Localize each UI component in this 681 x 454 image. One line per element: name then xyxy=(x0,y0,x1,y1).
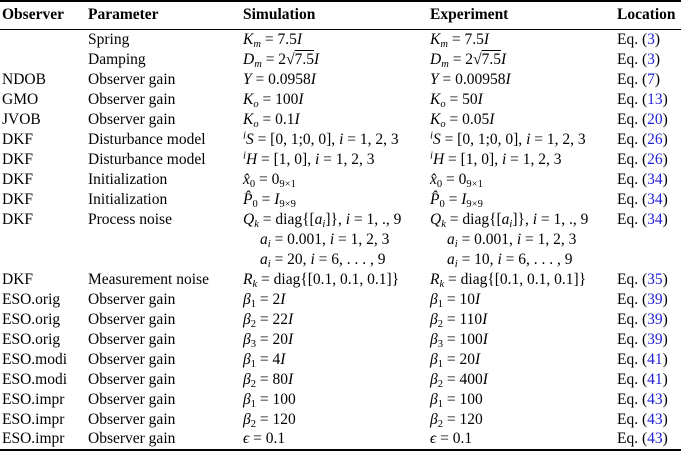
parameter-cell xyxy=(88,250,243,270)
location-suffix: ) xyxy=(654,30,661,48)
location-cell xyxy=(617,250,681,270)
equation-link[interactable]: 34 xyxy=(647,170,663,188)
sqrt-radical: √7.5 xyxy=(286,50,314,68)
col-header-experiment: Experiment xyxy=(430,1,617,30)
location-cell xyxy=(617,50,681,70)
location-cell xyxy=(617,310,681,330)
experiment-cell: $\beta_1 = 10I$ xyxy=(430,290,481,310)
location-cell xyxy=(617,330,681,350)
simulation-cell: $^i$S = [0, 1;0, 0], i = 1, 2, 3 xyxy=(243,130,399,148)
observer-cell: ESO.impr xyxy=(2,390,65,408)
observer-cell: DKF xyxy=(2,150,34,168)
observer-cell: GMO xyxy=(2,90,39,108)
simulation-cell: $x̂_0 = 0_{9\times 1}$ xyxy=(243,170,296,190)
table-row xyxy=(0,130,681,150)
simulation-cell: $K_o = 100I$ xyxy=(243,90,304,110)
observer-cell: ESO.orig xyxy=(2,290,61,308)
location-cell xyxy=(617,90,681,110)
location-suffix: ) xyxy=(654,70,661,88)
sqrt-radical: √7.5 xyxy=(473,50,501,68)
simulation-cell: $\beta_2 = 120$ xyxy=(243,410,296,430)
experiment-cell: $K_m = 7.5I$ xyxy=(430,30,489,50)
table-row xyxy=(0,230,681,250)
experiment-cell: $\beta_3 = 100I$ xyxy=(430,330,488,350)
simulation-cell: $R_k$ = diag{[0.1, 0.1, 0.1]} xyxy=(243,270,400,290)
experiment-cell: $K_o = 0.05I$ xyxy=(430,110,495,130)
equation-link[interactable]: 43 xyxy=(647,390,663,408)
parameter-cell: Observer gain xyxy=(88,110,176,128)
parameter-cell: Observer gain xyxy=(88,350,176,368)
experiment-cell: $x̂_0 = 0_{9\times 1}$ xyxy=(430,170,483,190)
simulation-cell: $a_i = 0.001$, i = 1, 2, 3 xyxy=(260,230,390,250)
equation-link[interactable]: 13 xyxy=(647,90,663,108)
equation-link[interactable]: 39 xyxy=(647,330,663,348)
location-prefix: Eq. ( xyxy=(617,430,648,447)
location-cell xyxy=(617,210,681,230)
location-cell xyxy=(617,130,681,150)
location-suffix: ) xyxy=(662,430,668,447)
location-suffix: ) xyxy=(662,110,668,128)
table-row xyxy=(0,30,681,50)
observer-cell: NDOB xyxy=(2,70,46,88)
location-cell xyxy=(617,190,681,210)
experiment-cell: $\beta_1 = 100$ xyxy=(430,390,483,410)
simulation-cell: $K_o = 0.1I$ xyxy=(243,110,300,130)
location-prefix: Eq. ( xyxy=(617,150,648,168)
location-cell xyxy=(617,270,681,290)
parameter-cell: Observer gain xyxy=(88,410,176,428)
parameter-cell: Observer gain xyxy=(88,70,176,88)
experiment-cell: $a_i = 10$, i = 6, . . . , 9 xyxy=(447,250,573,270)
simulation-cell: $Q_k$ = $diag\{[a_i]\}$, i = 1, ., 9 xyxy=(243,210,402,230)
parameter-cell: Initialization xyxy=(88,190,168,208)
experiment-cell: $\beta_1 = 20I$ xyxy=(430,350,481,370)
location-cell xyxy=(617,70,681,90)
table-row xyxy=(0,210,681,230)
parameter-cell: Measurement noise xyxy=(88,270,209,288)
parameter-cell: Disturbance model xyxy=(88,130,206,148)
experiment-cell: $\beta_2 = 110I$ xyxy=(430,310,488,330)
simulation-cell: ϵ = 0.1 xyxy=(243,430,286,447)
observer-cell xyxy=(0,250,88,270)
equation-link[interactable]: 39 xyxy=(647,310,663,328)
location-prefix: Eq. ( xyxy=(617,370,648,388)
observer-cell: ESO.impr xyxy=(2,410,65,428)
parameter-cell: Disturbance model xyxy=(88,150,206,168)
table-row xyxy=(0,90,681,110)
observer-cell: ESO.orig xyxy=(2,310,61,328)
table-row xyxy=(0,250,681,270)
location-suffix: ) xyxy=(662,350,668,368)
experiment-cell: $^i$H = [1, 0], i = 1, 2, 3 xyxy=(430,150,562,168)
col-header-simulation: Simulation xyxy=(243,1,430,30)
experiment-cell: $D_m = 2√7.5I$ xyxy=(430,50,507,70)
parameter-cell: Damping xyxy=(88,50,146,68)
experiment-cell: $a_i = 0.001$, i = 1, 2, 3 xyxy=(447,230,577,250)
observer-cell: ESO.impr xyxy=(2,430,65,447)
observer-cell: DKF xyxy=(2,130,34,148)
location-prefix: Eq. ( xyxy=(617,270,648,288)
col-header-location: Location xyxy=(617,1,681,30)
location-cell xyxy=(617,390,681,410)
location-suffix: ) xyxy=(654,50,661,68)
observer-cell xyxy=(0,30,88,50)
location-suffix: ) xyxy=(662,330,668,348)
location-cell xyxy=(617,230,681,250)
location-suffix: ) xyxy=(662,170,668,188)
simulation-cell: $\beta_2 = 80I$ xyxy=(243,370,294,390)
table-row xyxy=(0,290,681,310)
simulation-cell: $K_m = 7.5I$ xyxy=(243,30,302,50)
experiment-cell: $Q_k$ = $diag\{[a_i]\}$, i = 1, ., 9 xyxy=(430,210,589,230)
observer-cell: ESO.orig xyxy=(2,330,61,348)
location-cell xyxy=(617,170,681,190)
simulation-cell: $D_m = 2√7.5I$ xyxy=(243,50,320,70)
simulation-cell: $a_i = 20$, i = 6, . . . , 9 xyxy=(260,250,386,270)
header-row xyxy=(0,1,681,30)
table-row xyxy=(0,390,681,410)
observer-cell: JVOB xyxy=(2,110,41,128)
location-suffix: ) xyxy=(662,270,668,288)
parameter-cell: Spring xyxy=(88,30,130,48)
col-header-parameter: Parameter xyxy=(88,1,243,30)
simulation-cell: $\beta_1 = 2I$ xyxy=(243,290,286,310)
simulation-cell: $\beta_1 = 100$ xyxy=(243,390,296,410)
table-row xyxy=(0,410,681,430)
location-cell xyxy=(617,370,681,390)
location-prefix: Eq. ( xyxy=(617,30,648,48)
simulation-cell: $\beta_2 = 22I$ xyxy=(243,310,294,330)
table-row xyxy=(0,170,681,190)
equation-link[interactable]: 39 xyxy=(647,290,663,308)
parameter-cell: Observer gain xyxy=(88,310,176,328)
location-cell xyxy=(617,150,681,170)
observer-cell: ESO.modi xyxy=(2,350,68,368)
observer-cell: DKF xyxy=(2,170,34,188)
location-suffix: ) xyxy=(662,290,668,308)
parameter-cell xyxy=(88,230,243,250)
equation-link[interactable]: 20 xyxy=(647,110,663,128)
location-prefix: Eq. ( xyxy=(617,290,648,308)
equation-link[interactable]: 7 xyxy=(647,70,655,88)
simulation-cell: $P̂_0 = I_{9\times 9}$ xyxy=(243,190,296,210)
table-row xyxy=(0,370,681,390)
location-cell xyxy=(617,30,681,50)
parameter-cell: Process noise xyxy=(88,210,172,228)
observer-cell: DKF xyxy=(2,270,34,288)
parameter-cell: Observer gain xyxy=(88,330,176,348)
location-prefix: Eq. ( xyxy=(617,310,648,328)
equation-link[interactable]: 3 xyxy=(647,50,655,68)
simulation-cell: $\beta_1 = 4I$ xyxy=(243,350,286,370)
table-row xyxy=(0,270,681,290)
equation-link[interactable]: 43 xyxy=(647,410,663,428)
equation-link[interactable]: 26 xyxy=(647,150,663,168)
simulation-cell: Y = 0.0958I xyxy=(243,70,316,88)
location-suffix: ) xyxy=(662,210,668,228)
experiment-cell: $\beta_2 = 400I$ xyxy=(430,370,488,390)
col-header-observer: Observer xyxy=(0,1,88,30)
location-suffix: ) xyxy=(662,410,668,428)
location-cell xyxy=(617,350,681,370)
equation-link[interactable]: 41 xyxy=(647,350,663,368)
equation-link[interactable]: 3 xyxy=(647,30,655,48)
equation-link[interactable]: 43 xyxy=(647,430,663,447)
table-row xyxy=(0,310,681,330)
observer-cell xyxy=(0,50,88,70)
location-prefix: Eq. ( xyxy=(617,210,648,228)
observer-cell: DKF xyxy=(2,190,34,208)
location-suffix: ) xyxy=(662,190,668,208)
table-row xyxy=(0,190,681,210)
simulation-cell: $\beta_3 = 20I$ xyxy=(243,330,294,350)
location-prefix: Eq. ( xyxy=(617,70,648,88)
parameter-cell: Initialization xyxy=(88,170,168,188)
experiment-cell: $R_k$ = diag{[0.1, 0.1, 0.1]} xyxy=(430,270,587,290)
experiment-cell: Y = 0.00958I xyxy=(430,70,511,88)
location-prefix: Eq. ( xyxy=(617,190,648,208)
parameter-cell: Observer gain xyxy=(88,430,176,447)
location-suffix: ) xyxy=(662,150,668,168)
experiment-cell: ϵ = 0.1 xyxy=(430,430,473,447)
simulation-cell: $^i$H = [1, 0], i = 1, 2, 3 xyxy=(243,150,375,168)
location-suffix: ) xyxy=(662,390,668,408)
observer-cell: DKF xyxy=(2,210,34,228)
equation-link[interactable]: 35 xyxy=(647,270,663,288)
parameter-cell: Observer gain xyxy=(88,290,176,308)
location-prefix: Eq. ( xyxy=(617,130,648,148)
location-prefix: Eq. ( xyxy=(617,170,648,188)
location-cell xyxy=(617,410,681,430)
location-prefix: Eq. ( xyxy=(617,50,648,68)
equation-link[interactable]: 34 xyxy=(647,210,663,228)
equation-link[interactable]: 41 xyxy=(647,370,663,388)
table-row xyxy=(0,350,681,370)
table-row xyxy=(0,150,681,170)
table-body xyxy=(0,30,681,450)
location-suffix: ) xyxy=(662,370,668,388)
location-prefix: Eq. ( xyxy=(617,390,648,408)
equation-link[interactable]: 26 xyxy=(647,130,663,148)
experiment-cell: $P̂_0 = I_{9\times 9}$ xyxy=(430,190,483,210)
location-cell xyxy=(617,290,681,310)
experiment-cell: $^i$S = [0, 1;0, 0], i = 1, 2, 3 xyxy=(430,130,586,148)
location-suffix: ) xyxy=(662,130,668,148)
location-prefix: Eq. ( xyxy=(617,350,648,368)
table-row xyxy=(0,50,681,70)
location-cell xyxy=(617,430,681,450)
parameter-cell: Observer gain xyxy=(88,90,176,108)
experiment-cell: $K_o = 50I$ xyxy=(430,90,483,110)
experiment-cell: $\beta_2 = 120$ xyxy=(430,410,483,430)
parameter-cell: Observer gain xyxy=(88,390,176,408)
table-row xyxy=(0,430,681,450)
equation-link[interactable]: 34 xyxy=(647,190,663,208)
observer-cell xyxy=(0,230,88,250)
location-prefix: Eq. ( xyxy=(617,90,648,108)
observer-cell: ESO.modi xyxy=(2,370,68,388)
table-row xyxy=(0,330,681,350)
table-row xyxy=(0,110,681,130)
location-suffix: ) xyxy=(662,310,668,328)
location-suffix: ) xyxy=(662,90,668,108)
location-cell xyxy=(617,110,681,130)
location-prefix: Eq. ( xyxy=(617,330,648,348)
location-prefix: Eq. ( xyxy=(617,410,648,428)
location-prefix: Eq. ( xyxy=(617,110,648,128)
parameter-cell: Observer gain xyxy=(88,370,176,388)
table-row xyxy=(0,70,681,90)
